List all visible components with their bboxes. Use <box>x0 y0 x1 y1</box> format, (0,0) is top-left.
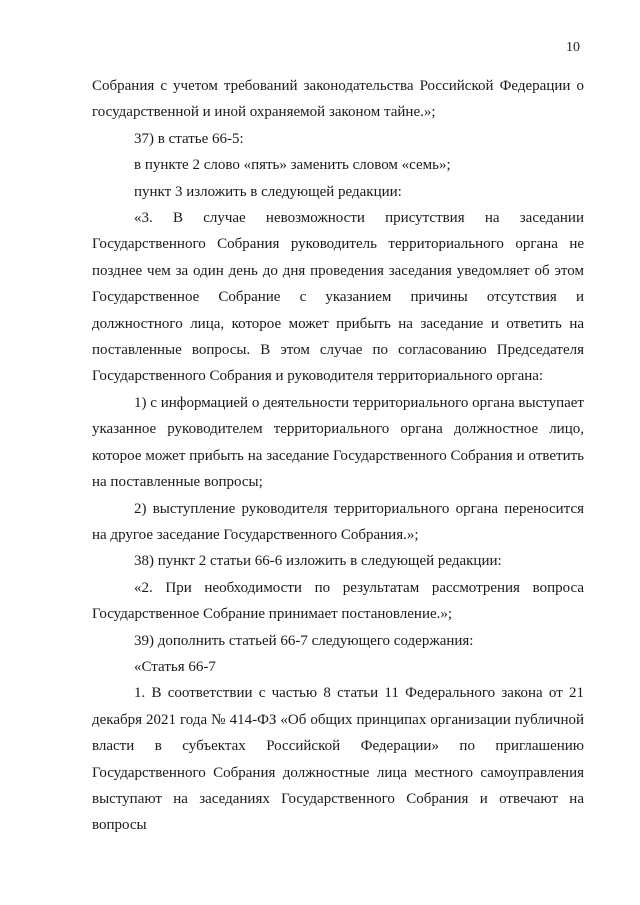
paragraph-item-39: 39) дополнить статьей 66-7 следующего содержания: <box>134 632 474 649</box>
paragraph-point-3-intro: пункт 3 изложить в следующей редакции: <box>134 183 402 200</box>
document-body <box>92 73 584 839</box>
paragraph-continuation: Собрания с учетом требований законодательства Российской Федерации о государственной и иной охраняемой законом тайне.»; <box>92 78 584 121</box>
page-number: 10 <box>566 40 580 55</box>
paragraph-point-2-text: «2. При необходимости по результатам рассмотрения вопроса Государственное Собрание принимает постановление.»; <box>92 579 584 623</box>
paragraph-subitem-1: 1) с информацией о деятельности территориального органа выступает указанное руководителем территориального органа должностное лицо, которое может прибыть на заседание Государственного Собрания и ответить на поставленные вопросы; <box>92 394 584 491</box>
paragraph-article-point-1: 1. В соответствии с частью 8 статьи 11 Федерального закона от 21 декабря 2021 года № 414-ФЗ «Об общих принципах организации публичной власти в субъектах Российской Федерации» по приглашению Государственного Собрания должностные лица местного самоуправления выступают на заседаниях Государственного Собрания и отвечают на вопросы <box>92 685 584 834</box>
article-heading: «Статья 66-7 <box>134 658 216 675</box>
paragraph-item-37: 37) в статье 66-5: <box>134 130 244 147</box>
paragraph-subitem-2: 2) выступление руководителя территориального органа переносится на другое заседание Государственного Собрания.»; <box>92 500 584 543</box>
paragraph-item-38: 38) пункт 2 статьи 66-6 изложить в следующей редакции: <box>134 553 502 570</box>
paragraph-point-3-text: «3. В случае невозможности присутствия на заседании Государственного Собрания руководитель территориального органа не позднее чем за один день до дня проведения заседания уведомляет об этом Государственное Собрание с указанием причины отсутствия и должностного лица, которое может прибыть на заседание и ответить на поставленные вопросы. В этом случае по согласованию Председателя Государственного Собрания и руководителя территориального органа: <box>92 210 584 385</box>
paragraph-point-2-amendment: в пункте 2 слово «пять» заменить словом «семь»; <box>134 157 451 174</box>
